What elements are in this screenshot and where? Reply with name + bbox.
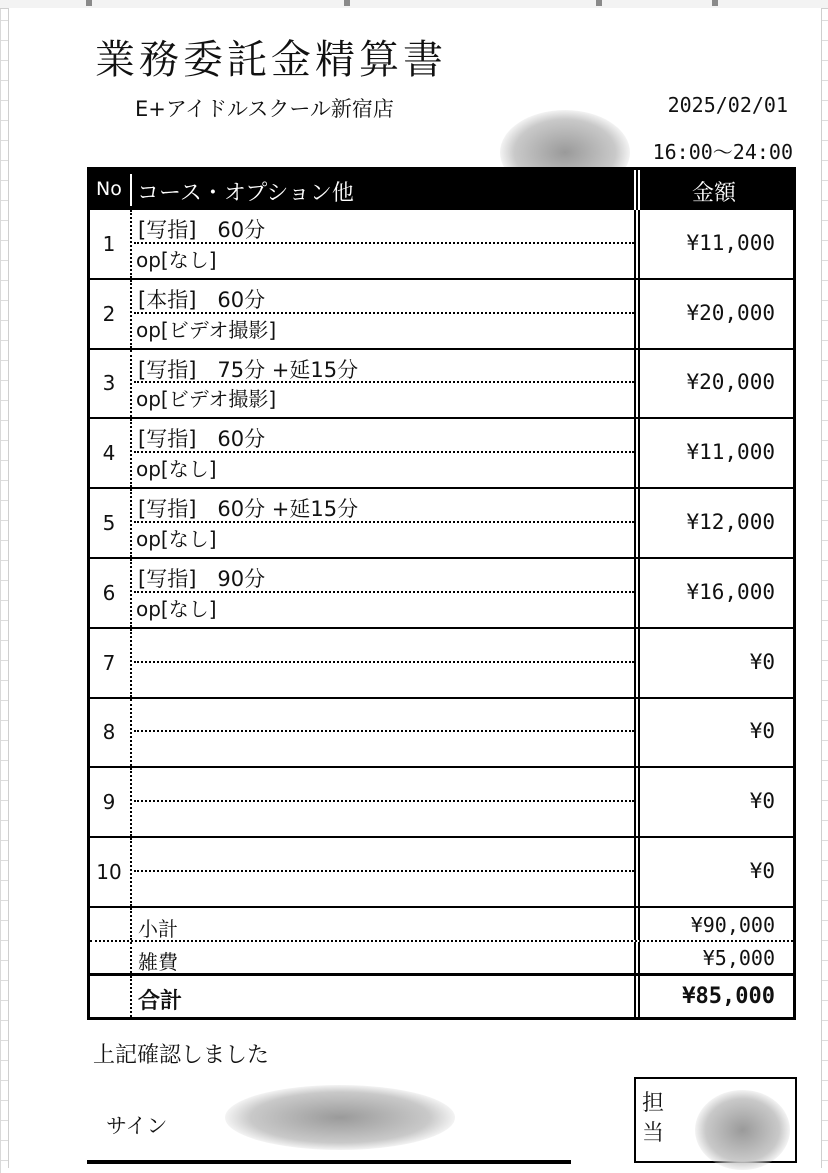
header-divider	[130, 174, 132, 206]
row-amount: ¥20,000	[686, 370, 775, 395]
row-amount: ¥0	[749, 789, 775, 814]
header-double-divider	[634, 170, 640, 210]
signature-line	[87, 1160, 571, 1164]
row-amount: ¥0	[749, 649, 775, 674]
row-no: 8	[102, 720, 116, 745]
row-no: 10	[96, 860, 122, 885]
row-amount: ¥12,000	[686, 510, 775, 535]
row-option: op[なし]	[136, 457, 217, 482]
header-course: コース・オプション他	[137, 181, 354, 206]
row-option: op[なし]	[136, 527, 217, 552]
table-row	[90, 699, 793, 769]
row-amount: ¥16,000	[686, 579, 775, 604]
row-no: 9	[102, 790, 116, 815]
table-row	[90, 768, 793, 838]
row-no: 7	[102, 650, 116, 675]
total-row	[90, 976, 793, 1017]
row-option: op[ビデオ撮影]	[136, 317, 277, 342]
misc-amount: ¥5,000	[702, 946, 775, 970]
row-amount: ¥0	[749, 859, 775, 884]
subtotal-amount: ¥90,000	[690, 913, 775, 937]
row-course: [写指] 60分	[138, 218, 266, 242]
row-option: op[ビデオ撮影]	[136, 387, 277, 412]
table-row	[90, 559, 793, 629]
table-row	[90, 489, 793, 559]
row-no: 6	[102, 580, 116, 605]
date: 2025/02/01	[667, 93, 788, 117]
row-option: op[なし]	[136, 596, 217, 621]
row-no: 5	[102, 511, 116, 536]
row-course: [写指] 75分 +延15分	[138, 357, 359, 382]
header-no: No	[96, 178, 122, 200]
table-row	[90, 629, 793, 699]
redacted-signature-blur	[225, 1085, 455, 1150]
row-amount: ¥20,000	[686, 300, 775, 325]
document-title: 業務委託金精算書	[95, 37, 447, 83]
row-course: [写指] 90分	[138, 567, 266, 591]
redacted-staff-blur	[695, 1090, 790, 1170]
row-no: 1	[102, 231, 116, 256]
table-row	[90, 419, 793, 489]
row-option: op[なし]	[136, 247, 217, 272]
row-amount: ¥11,000	[686, 230, 775, 255]
row-no: 3	[102, 371, 116, 396]
row-no: 2	[102, 301, 116, 326]
shop-name: E+アイドルスクール新宿店	[135, 97, 394, 121]
table-row	[90, 350, 793, 420]
misc-label: 雑費	[138, 950, 178, 974]
sign-label: サイン	[106, 1114, 168, 1138]
total-label: 合計	[138, 989, 183, 1014]
settlement-table	[87, 167, 796, 1020]
table-row	[90, 280, 793, 350]
subtotal-row	[90, 908, 793, 942]
subtotal-label: 小計	[138, 917, 178, 941]
row-amount: ¥11,000	[686, 440, 775, 465]
row-amount: ¥0	[749, 719, 775, 744]
total-amount: ¥85,000	[682, 984, 775, 1009]
staff-label: 担当	[642, 1091, 665, 1146]
row-course: [写指] 60分 +延15分	[138, 497, 359, 522]
time-range: 16:00～24:00	[652, 140, 793, 164]
row-no: 4	[102, 441, 116, 466]
misc-row	[90, 942, 793, 976]
table-header	[90, 170, 793, 210]
row-course: [本指] 60分	[138, 287, 266, 312]
table-row	[90, 838, 793, 908]
row-course: [写指] 60分	[138, 427, 266, 452]
header-amount: 金額	[692, 181, 737, 206]
confirmation-text: 上記確認しました	[93, 1043, 270, 1068]
table-row	[90, 210, 793, 280]
